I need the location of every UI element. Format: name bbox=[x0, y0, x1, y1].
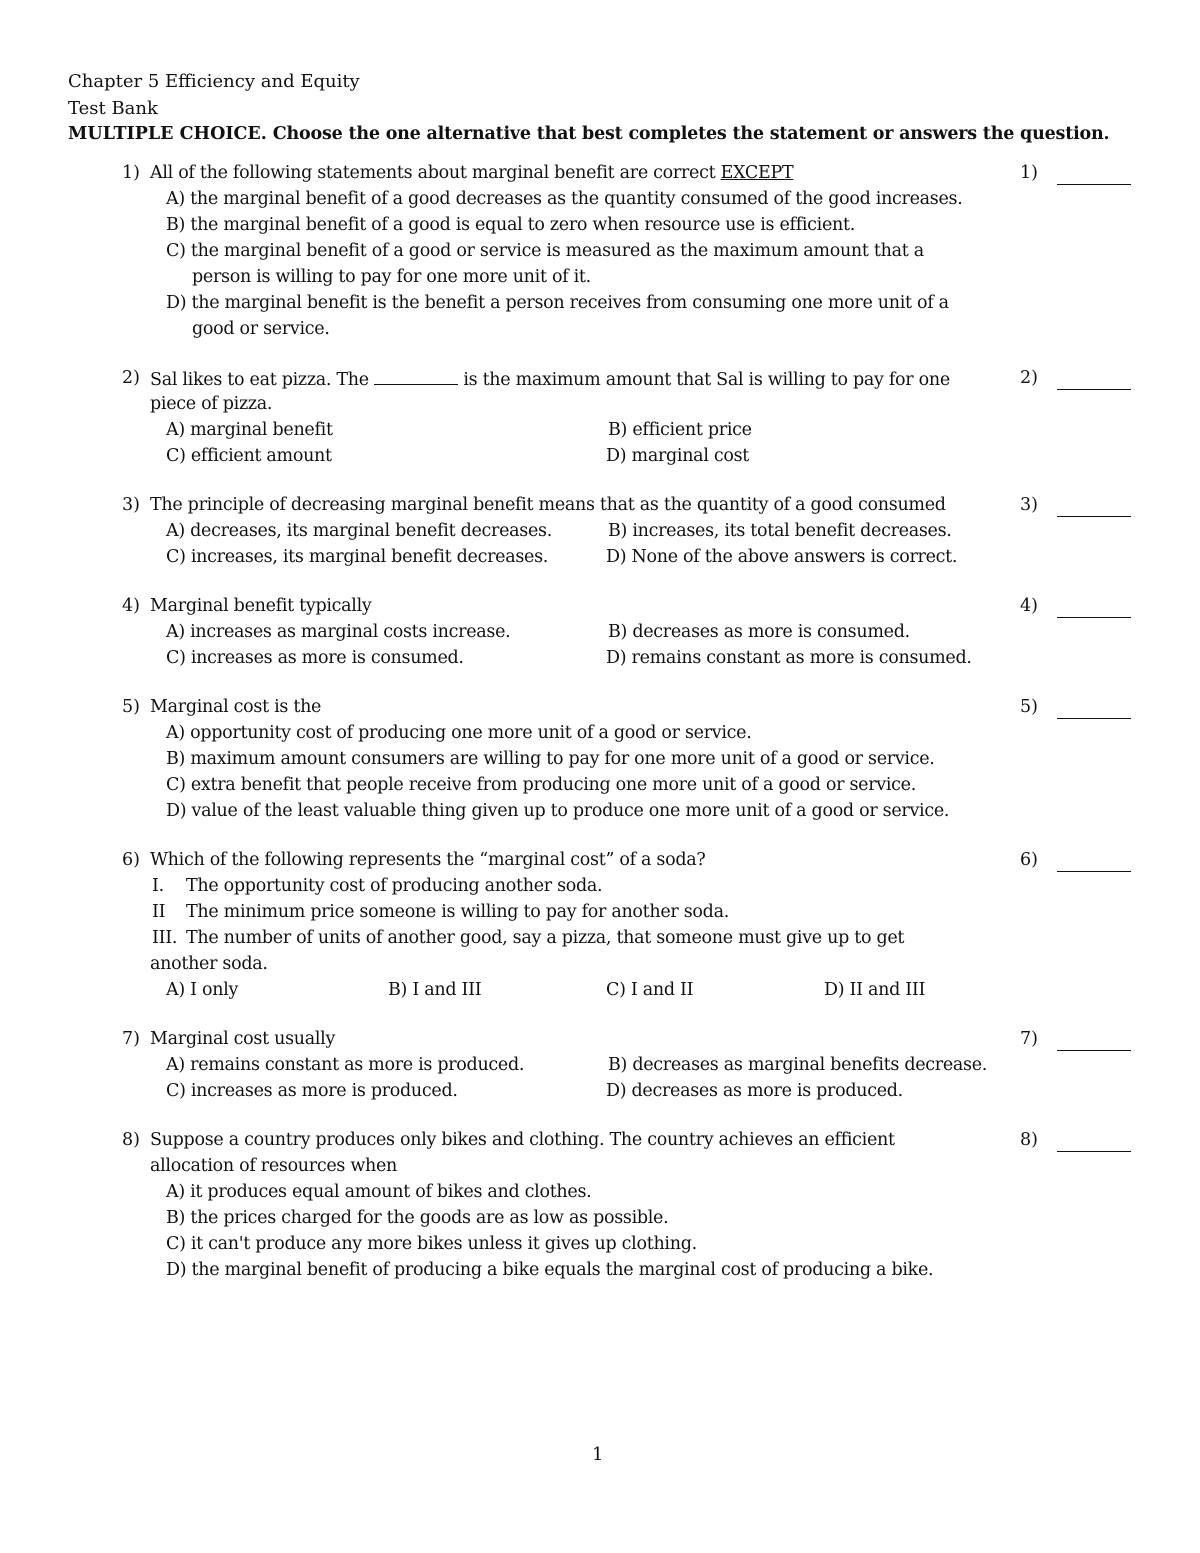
answer-blank[interactable] bbox=[1057, 871, 1131, 872]
option-a: A) marginal benefit bbox=[166, 420, 333, 440]
option-b: B) the prices charged for the goods are as low as possible. bbox=[166, 1208, 669, 1228]
answer-number: 2) bbox=[1020, 368, 1038, 388]
answer-number: 5) bbox=[1020, 697, 1038, 717]
question-stem: Suppose a country produces only bikes and clothing. The country achieves an efficient bbox=[150, 1130, 895, 1150]
question-number: 7) bbox=[122, 1029, 140, 1049]
option-a: A) remains constant as more is produced. bbox=[166, 1055, 525, 1075]
page-number: 1 bbox=[592, 1444, 604, 1465]
question-stem: Marginal cost usually bbox=[150, 1029, 336, 1049]
option-b: B) increases, its total benefit decreases. bbox=[608, 521, 952, 541]
statement-iii: The number of units of another good, say a pizza, that someone must give up to get bbox=[186, 928, 905, 948]
statement-iii-continued: another soda. bbox=[150, 954, 268, 974]
question-stem-continued: allocation of resources when bbox=[150, 1156, 398, 1176]
stem-emphasis: EXCEPT bbox=[720, 163, 794, 183]
answer-number: 3) bbox=[1020, 495, 1038, 515]
option-d: D) remains constant as more is consumed. bbox=[606, 648, 972, 668]
instructions-lead: MULTIPLE CHOICE. bbox=[68, 124, 267, 144]
option-c: C) efficient amount bbox=[166, 446, 332, 466]
option-b: B) decreases as more is consumed. bbox=[608, 622, 910, 642]
option-a: A) I only bbox=[166, 980, 239, 1000]
option-d: D) the marginal benefit of producing a bike equals the marginal cost of producing a bike. bbox=[166, 1260, 934, 1280]
question-number: 8) bbox=[122, 1130, 140, 1150]
option-a: A) the marginal benefit of a good decreases as the quantity consumed of the good increases. bbox=[166, 189, 963, 209]
option-a: A) decreases, its marginal benefit decreases. bbox=[166, 521, 552, 541]
question-stem: Which of the following represents the “marginal cost” of a soda? bbox=[150, 850, 706, 870]
question-number: 4) bbox=[122, 596, 140, 616]
test-bank-subtitle: Test Bank bbox=[68, 98, 158, 119]
stem-text: is the maximum amount that Sal is willing to pay for one bbox=[463, 370, 950, 390]
fill-in-blank bbox=[374, 366, 458, 385]
answer-number: 7) bbox=[1020, 1029, 1038, 1049]
question-number: 1) bbox=[122, 163, 140, 183]
statement-ii: The minimum price someone is willing to pay for another soda. bbox=[186, 902, 729, 922]
option-c-continued: person is willing to pay for one more unit of it. bbox=[192, 267, 591, 287]
option-c: C) it can't produce any more bikes unless it gives up clothing. bbox=[166, 1234, 697, 1254]
option-c: C) increases, its marginal benefit decreases. bbox=[166, 547, 549, 567]
option-d-continued: good or service. bbox=[192, 319, 330, 339]
statement-ii-label: II bbox=[152, 902, 166, 922]
answer-blank[interactable] bbox=[1057, 718, 1131, 719]
question-number: 6) bbox=[122, 850, 140, 870]
option-d: D) value of the least valuable thing given up to produce one more unit of a good or service. bbox=[166, 801, 950, 821]
statement-iii-label: III. bbox=[152, 928, 178, 948]
option-b: B) efficient price bbox=[608, 420, 752, 440]
stem-text: Sal likes to eat pizza. The bbox=[150, 370, 369, 390]
option-c: C) the marginal benefit of a good or service is measured as the maximum amount that a bbox=[166, 241, 924, 261]
option-d: D) marginal cost bbox=[606, 446, 750, 466]
instructions bbox=[68, 121, 1109, 147]
option-c: C) increases as more is consumed. bbox=[166, 648, 464, 668]
question-number: 3) bbox=[122, 495, 140, 515]
question-stem bbox=[150, 366, 950, 392]
option-b: B) maximum amount consumers are willing to pay for one more unit of a good or service. bbox=[166, 749, 935, 769]
answer-number: 6) bbox=[1020, 850, 1038, 870]
option-a: A) opportunity cost of producing one more unit of a good or service. bbox=[166, 723, 752, 743]
answer-blank[interactable] bbox=[1057, 617, 1131, 618]
option-d: D) decreases as more is produced. bbox=[606, 1081, 903, 1101]
option-b: B) the marginal benefit of a good is equal to zero when resource use is efficient. bbox=[166, 215, 856, 235]
option-b: B) decreases as marginal benefits decrease. bbox=[608, 1055, 988, 1075]
option-a: A) it produces equal amount of bikes and clothes. bbox=[166, 1182, 592, 1202]
option-c: C) extra benefit that people receive from producing one more unit of a good or service. bbox=[166, 775, 916, 795]
question-stem bbox=[150, 161, 793, 185]
option-a: A) increases as marginal costs increase. bbox=[166, 622, 511, 642]
answer-blank[interactable] bbox=[1057, 516, 1131, 517]
answer-blank[interactable] bbox=[1057, 389, 1131, 390]
statement-i-label: I. bbox=[152, 876, 164, 896]
answer-number: 1) bbox=[1020, 163, 1038, 183]
option-d: D) II and III bbox=[824, 980, 926, 1000]
answer-blank[interactable] bbox=[1057, 1050, 1131, 1051]
question-stem: Marginal benefit typically bbox=[150, 596, 372, 616]
stem-text: All of the following statements about marginal benefit are correct bbox=[150, 163, 716, 183]
option-d: D) None of the above answers is correct. bbox=[606, 547, 958, 567]
option-c: C) increases as more is produced. bbox=[166, 1081, 458, 1101]
question-number: 5) bbox=[122, 697, 140, 717]
instructions-text: Choose the one alternative that best completes the statement or answers the question. bbox=[272, 124, 1110, 144]
option-d: D) the marginal benefit is the benefit a person receives from consuming one more unit of a bbox=[166, 293, 949, 313]
question-stem: Marginal cost is the bbox=[150, 697, 322, 717]
option-c: C) I and II bbox=[606, 980, 694, 1000]
question-number: 2) bbox=[122, 368, 140, 388]
answer-number: 4) bbox=[1020, 596, 1038, 616]
answer-blank[interactable] bbox=[1057, 1151, 1131, 1152]
option-b: B) I and III bbox=[388, 980, 482, 1000]
answer-blank[interactable] bbox=[1057, 184, 1131, 185]
statement-i: The opportunity cost of producing another soda. bbox=[186, 876, 603, 896]
answer-number: 8) bbox=[1020, 1130, 1038, 1150]
question-stem: The principle of decreasing marginal benefit means that as the quantity of a good consumed bbox=[150, 495, 946, 515]
question-stem-continued: piece of pizza. bbox=[150, 394, 273, 414]
chapter-title: Chapter 5 Efficiency and Equity bbox=[68, 71, 360, 92]
